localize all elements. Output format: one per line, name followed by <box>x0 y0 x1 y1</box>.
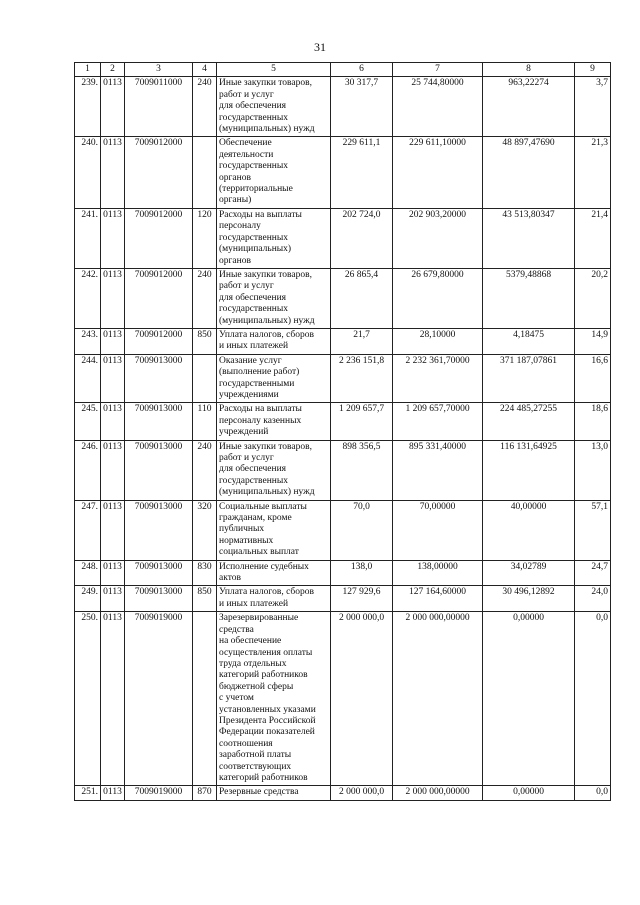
percent-cell: 24,7 <box>575 560 611 586</box>
executed-amount-cell: 43 513,80347 <box>483 208 575 268</box>
row-number-cell: 242. <box>75 268 101 328</box>
description-line: средства <box>219 624 254 635</box>
description-line: органов <box>219 172 251 183</box>
executed-amount-cell: 40,00000 <box>483 500 575 560</box>
header-cell: 6 <box>331 63 393 77</box>
header-cell: 8 <box>483 63 575 77</box>
target-article-cell: 7009013000 <box>125 586 193 612</box>
description-line: соотношения <box>219 738 273 749</box>
description-line: (муниципальных) <box>219 244 292 255</box>
section-code-cell: 0113 <box>101 403 125 440</box>
row-number-cell: 249. <box>75 586 101 612</box>
plan-amount-cell: 26 865,4 <box>331 268 393 328</box>
description-line: соответствующих <box>219 761 292 772</box>
target-article-cell: 7009013000 <box>125 560 193 586</box>
budget-table <box>74 62 611 801</box>
description-line: учреждений <box>219 427 269 438</box>
executed-amount-cell: 371 187,07861 <box>483 354 575 403</box>
description-line: (муниципальных) нужд <box>219 487 315 498</box>
expense-type-cell: 850 <box>193 328 217 354</box>
target-article-cell: 7009011000 <box>125 77 193 137</box>
executed-amount-cell: 48 897,47690 <box>483 137 575 208</box>
percent-cell: 57,1 <box>575 500 611 560</box>
header-row <box>75 63 611 77</box>
refined-plan-cell: 895 331,40000 <box>393 440 483 500</box>
description-line: персоналу <box>219 221 261 232</box>
expense-type-cell: 240 <box>193 440 217 500</box>
description-line: Уплата налогов, сборов <box>219 329 314 340</box>
percent-cell: 16,6 <box>575 354 611 403</box>
plan-amount-cell: 2 000 000,0 <box>331 612 393 786</box>
plan-amount-cell: 2 000 000,0 <box>331 786 393 800</box>
row-number-cell: 251. <box>75 786 101 800</box>
description-cell <box>217 440 331 500</box>
percent-cell: 20,2 <box>575 268 611 328</box>
header-cell: 1 <box>75 63 101 77</box>
section-code-cell: 0113 <box>101 268 125 328</box>
expense-type-cell <box>193 354 217 403</box>
plan-amount-cell: 21,7 <box>331 328 393 354</box>
target-article-cell: 7009019000 <box>125 786 193 800</box>
section-code-cell: 0113 <box>101 328 125 354</box>
expense-type-cell <box>193 612 217 786</box>
header-cell: 4 <box>193 63 217 77</box>
description-line: Оказание услуг <box>219 355 282 366</box>
description-line: государственных <box>219 161 289 172</box>
expense-type-cell: 240 <box>193 268 217 328</box>
executed-amount-cell: 0,00000 <box>483 786 575 800</box>
description-line: на обеспечение <box>219 636 282 647</box>
refined-plan-cell: 2 000 000,00000 <box>393 612 483 786</box>
refined-plan-cell: 229 611,10000 <box>393 137 483 208</box>
executed-amount-cell: 34,02789 <box>483 560 575 586</box>
description-cell <box>217 560 331 586</box>
table-row <box>75 268 611 328</box>
executed-amount-cell: 116 131,64925 <box>483 440 575 500</box>
table-row <box>75 208 611 268</box>
target-article-cell: 7009012000 <box>125 328 193 354</box>
percent-cell: 21,4 <box>575 208 611 268</box>
description-line: для обеспечения <box>219 464 287 475</box>
description-line: социальных выплат <box>219 547 299 558</box>
row-number-cell: 250. <box>75 612 101 786</box>
target-article-cell: 7009013000 <box>125 354 193 403</box>
description-line: государственных <box>219 304 289 315</box>
expense-type-cell: 870 <box>193 786 217 800</box>
description-line: категорий работников <box>219 670 308 681</box>
section-code-cell: 0113 <box>101 586 125 612</box>
refined-plan-cell: 25 744,80000 <box>393 77 483 137</box>
description-line: Президента Российской <box>219 715 316 726</box>
executed-amount-cell: 30 496,12892 <box>483 586 575 612</box>
plan-amount-cell: 898 356,5 <box>331 440 393 500</box>
target-article-cell: 7009013000 <box>125 500 193 560</box>
section-code-cell: 0113 <box>101 77 125 137</box>
description-cell <box>217 354 331 403</box>
target-article-cell: 7009012000 <box>125 137 193 208</box>
description-line: для обеспечения <box>219 292 287 303</box>
description-line: работ и услуг <box>219 89 274 100</box>
description-cell <box>217 77 331 137</box>
plan-amount-cell: 202 724,0 <box>331 208 393 268</box>
table-row <box>75 560 611 586</box>
header-cell: 5 <box>217 63 331 77</box>
description-line: (выполнение работ) <box>219 367 300 378</box>
description-cell <box>217 612 331 786</box>
refined-plan-cell: 26 679,80000 <box>393 268 483 328</box>
description-line: Расходы на выплаты <box>219 209 302 220</box>
expense-type-cell <box>193 137 217 208</box>
refined-plan-cell: 127 164,60000 <box>393 586 483 612</box>
header-cell: 9 <box>575 63 611 77</box>
executed-amount-cell: 5379,48868 <box>483 268 575 328</box>
page-number: 31 <box>314 40 326 54</box>
section-code-cell: 0113 <box>101 500 125 560</box>
section-code-cell: 0113 <box>101 208 125 268</box>
description-line: установленных указами <box>219 704 316 715</box>
target-article-cell: 7009019000 <box>125 612 193 786</box>
description-cell <box>217 208 331 268</box>
refined-plan-cell: 138,00000 <box>393 560 483 586</box>
refined-plan-cell: 70,00000 <box>393 500 483 560</box>
section-code-cell: 0113 <box>101 440 125 500</box>
header-cell: 7 <box>393 63 483 77</box>
description-line: и иных платежей <box>219 341 289 352</box>
description-line: (муниципальных) нужд <box>219 124 315 135</box>
description-cell <box>217 137 331 208</box>
description-line: работ и услуг <box>219 281 274 292</box>
description-line: нормативных <box>219 535 274 546</box>
executed-amount-cell: 224 485,27255 <box>483 403 575 440</box>
table-row <box>75 786 611 800</box>
plan-amount-cell: 229 611,1 <box>331 137 393 208</box>
table-row <box>75 586 611 612</box>
table-row <box>75 500 611 560</box>
refined-plan-cell: 1 209 657,70000 <box>393 403 483 440</box>
table-row <box>75 328 611 354</box>
description-line: Исполнение судебных <box>219 561 309 572</box>
description-line: Резервные средства <box>219 787 299 798</box>
table-row <box>75 77 611 137</box>
description-line: государственных <box>219 232 289 243</box>
percent-cell: 14,9 <box>575 328 611 354</box>
header-cell: 2 <box>101 63 125 77</box>
expense-type-cell: 110 <box>193 403 217 440</box>
expense-type-cell: 320 <box>193 500 217 560</box>
description-line: (муниципальных) нужд <box>219 315 315 326</box>
description-cell <box>217 268 331 328</box>
description-cell <box>217 586 331 612</box>
description-line: категорий работников <box>219 772 308 783</box>
percent-cell: 18,6 <box>575 403 611 440</box>
header-cell: 3 <box>125 63 193 77</box>
description-line: работ и услуг <box>219 453 274 463</box>
target-article-cell: 7009013000 <box>125 440 193 500</box>
description-line: гражданам, кроме <box>219 513 292 524</box>
row-number-cell: 245. <box>75 403 101 440</box>
description-cell <box>217 328 331 354</box>
description-line: органы) <box>219 195 252 206</box>
description-line: Расходы на выплаты <box>219 404 302 415</box>
description-line: осуществления оплаты <box>219 647 313 658</box>
table-row <box>75 354 611 403</box>
row-number-cell: 246. <box>75 440 101 500</box>
table-row <box>75 440 611 500</box>
description-line: Иные закупки товаров, <box>219 78 312 89</box>
row-number-cell: 248. <box>75 560 101 586</box>
description-line: актов <box>219 573 241 584</box>
description-line: государственных <box>219 475 289 486</box>
description-line: (территориальные <box>219 184 293 195</box>
description-line: Социальные выплаты <box>219 501 307 512</box>
row-number-cell: 239. <box>75 77 101 137</box>
description-line: бюджетной сферы <box>219 681 294 692</box>
executed-amount-cell: 4,18475 <box>483 328 575 354</box>
section-code-cell: 0113 <box>101 137 125 208</box>
plan-amount-cell: 1 209 657,7 <box>331 403 393 440</box>
description-line: деятельности <box>219 149 274 160</box>
row-number-cell: 240. <box>75 137 101 208</box>
description-line: для обеспечения <box>219 101 287 112</box>
row-number-cell: 241. <box>75 208 101 268</box>
refined-plan-cell: 2 000 000,00000 <box>393 786 483 800</box>
percent-cell: 13,0 <box>575 440 611 500</box>
plan-amount-cell: 127 929,6 <box>331 586 393 612</box>
percent-cell: 3,7 <box>575 77 611 137</box>
refined-plan-cell: 202 903,20000 <box>393 208 483 268</box>
description-line: Иные закупки товаров, <box>219 441 312 452</box>
expense-type-cell: 850 <box>193 586 217 612</box>
description-line: Обеспечение <box>219 138 272 149</box>
section-code-cell: 0113 <box>101 560 125 586</box>
row-number-cell: 247. <box>75 500 101 560</box>
description-line: государственными <box>219 378 295 389</box>
percent-cell: 24,0 <box>575 586 611 612</box>
target-article-cell: 7009013000 <box>125 403 193 440</box>
table-row <box>75 612 611 786</box>
row-number-cell: 243. <box>75 328 101 354</box>
section-code-cell: 0113 <box>101 354 125 403</box>
section-code-cell: 0113 <box>101 612 125 786</box>
description-line: учреждениями <box>219 389 279 400</box>
section-code-cell: 0113 <box>101 786 125 800</box>
description-line: персоналу казенных <box>219 415 302 426</box>
target-article-cell: 7009012000 <box>125 268 193 328</box>
description-line: государственных <box>219 112 289 123</box>
executed-amount-cell: 963,22274 <box>483 77 575 137</box>
expense-type-cell: 120 <box>193 208 217 268</box>
description-line: Иные закупки товаров, <box>219 269 312 280</box>
refined-plan-cell: 2 232 361,70000 <box>393 354 483 403</box>
description-cell <box>217 500 331 560</box>
description-line: Зарезервированные <box>219 613 299 624</box>
description-line: Уплата налогов, сборов <box>219 587 314 598</box>
row-number-cell: 244. <box>75 354 101 403</box>
description-line: органов <box>219 255 251 266</box>
description-cell <box>217 786 331 800</box>
table-row <box>75 137 611 208</box>
percent-cell: 0,0 <box>575 612 611 786</box>
description-line: с учетом <box>219 693 254 704</box>
expense-type-cell: 240 <box>193 77 217 137</box>
description-line: и иных платежей <box>219 598 289 609</box>
percent-cell: 21,3 <box>575 137 611 208</box>
plan-amount-cell: 70,0 <box>331 500 393 560</box>
refined-plan-cell: 28,10000 <box>393 328 483 354</box>
target-article-cell: 7009012000 <box>125 208 193 268</box>
plan-amount-cell: 30 317,7 <box>331 77 393 137</box>
description-line: труда отдельных <box>219 658 287 669</box>
description-cell <box>217 403 331 440</box>
table-row <box>75 403 611 440</box>
description-line: публичных <box>219 524 265 535</box>
description-line: заработной платы <box>219 750 292 761</box>
executed-amount-cell: 0,00000 <box>483 612 575 786</box>
description-line: Федерации показателей <box>219 727 315 738</box>
plan-amount-cell: 2 236 151,8 <box>331 354 393 403</box>
percent-cell: 0,0 <box>575 786 611 800</box>
expense-type-cell: 830 <box>193 560 217 586</box>
table-body <box>75 77 611 800</box>
plan-amount-cell: 138,0 <box>331 560 393 586</box>
